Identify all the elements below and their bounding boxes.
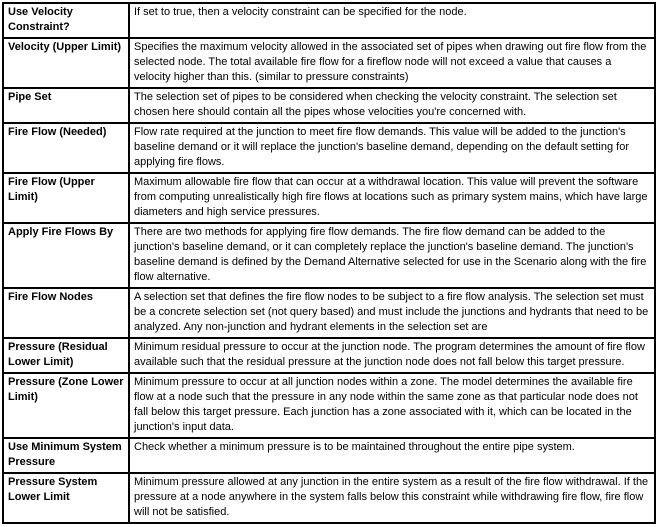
term-cell: Use Minimum System Pressure	[3, 438, 129, 473]
term-cell: Pressure System Lower Limit	[3, 473, 129, 523]
term-cell: Fire Flow (Upper Limit)	[3, 173, 129, 223]
definition-cell: Specifies the maximum velocity allowed in the associated set of pipes when drawing out fire flow from the selected node. The total available fire flow for a fireflow node will not exceed a value that causes a velocity higher than this. (similar to pressure constraints)	[129, 38, 655, 88]
definition-cell: Minimum pressure to occur at all junction nodes within a zone. The model determines the available fire flow at a node such that the pressure in any node within the same zone as that particular node does not fall below this target pressure. Each junction has a zone associated with it, which can be located in the junction's input data.	[129, 373, 655, 438]
definition-cell: Minimum residual pressure to occur at the junction node. The program determines the amount of fire flow available such that the residual pressure at the junction node does not fall below this target pressure.	[129, 338, 655, 373]
table-row	[3, 3, 655, 38]
term-cell: Apply Fire Flows By	[3, 223, 129, 288]
table-row	[3, 338, 655, 373]
definition-cell: Minimum pressure allowed at any junction in the entire system as a result of the fire flow withdrawal. If the pressure at a node anywhere in the system falls below this constraint while withdrawing fire flow, fire flow will not be satisfied.	[129, 473, 655, 523]
term-cell: Velocity (Upper Limit)	[3, 38, 129, 88]
definition-cell: A selection set that defines the fire flow nodes to be subject to a fire flow analysis. The selection set must be a concrete selection set (not query based) and must include the junctions and hydrants that need to be analyzed. Any non-junction and hydrant elements in the selection set are	[129, 288, 655, 338]
term-cell: Pipe Set	[3, 88, 129, 123]
definition-cell: Flow rate required at the junction to meet fire flow demands. This value will be added to the junction's baseline demand or it will replace the junction's baseline demand, depending on the default setting for applying fire flows.	[129, 123, 655, 173]
term-cell: Fire Flow (Needed)	[3, 123, 129, 173]
table-row	[3, 438, 655, 473]
table-row	[3, 288, 655, 338]
definition-cell: The selection set of pipes to be considered when checking the velocity constraint. The selection set chosen here should contain all the pipes whose velocities you're concerned with.	[129, 88, 655, 123]
term-cell: Pressure (Zone Lower Limit)	[3, 373, 129, 438]
table-row	[3, 123, 655, 173]
term-cell: Use Velocity Constraint?	[3, 3, 129, 38]
definition-table-body	[3, 3, 655, 523]
table-row	[3, 473, 655, 523]
term-cell: Pressure (Residual Lower Limit)	[3, 338, 129, 373]
definition-cell: Check whether a minimum pressure is to be maintained throughout the entire pipe system.	[129, 438, 655, 473]
table-row	[3, 373, 655, 438]
definition-cell: If set to true, then a velocity constraint can be specified for the node.	[129, 3, 655, 38]
table-row	[3, 173, 655, 223]
table-row	[3, 223, 655, 288]
definition-cell: Maximum allowable fire flow that can occur at a withdrawal location. This value will prevent the software from computing unrealistically high fire flows at locations such as primary system mains, which have large diameters and high service pressures.	[129, 173, 655, 223]
definition-cell: There are two methods for applying fire flow demands. The fire flow demand can be added to the junction's baseline demand, or it can completely replace the junction's baseline demand. The junction's baseline demand is defined by the Demand Alternative selected for use in the Scenario along with the fire flow alternative.	[129, 223, 655, 288]
table-row	[3, 88, 655, 123]
term-cell: Fire Flow Nodes	[3, 288, 129, 338]
definition-table	[2, 2, 656, 524]
table-row	[3, 38, 655, 88]
